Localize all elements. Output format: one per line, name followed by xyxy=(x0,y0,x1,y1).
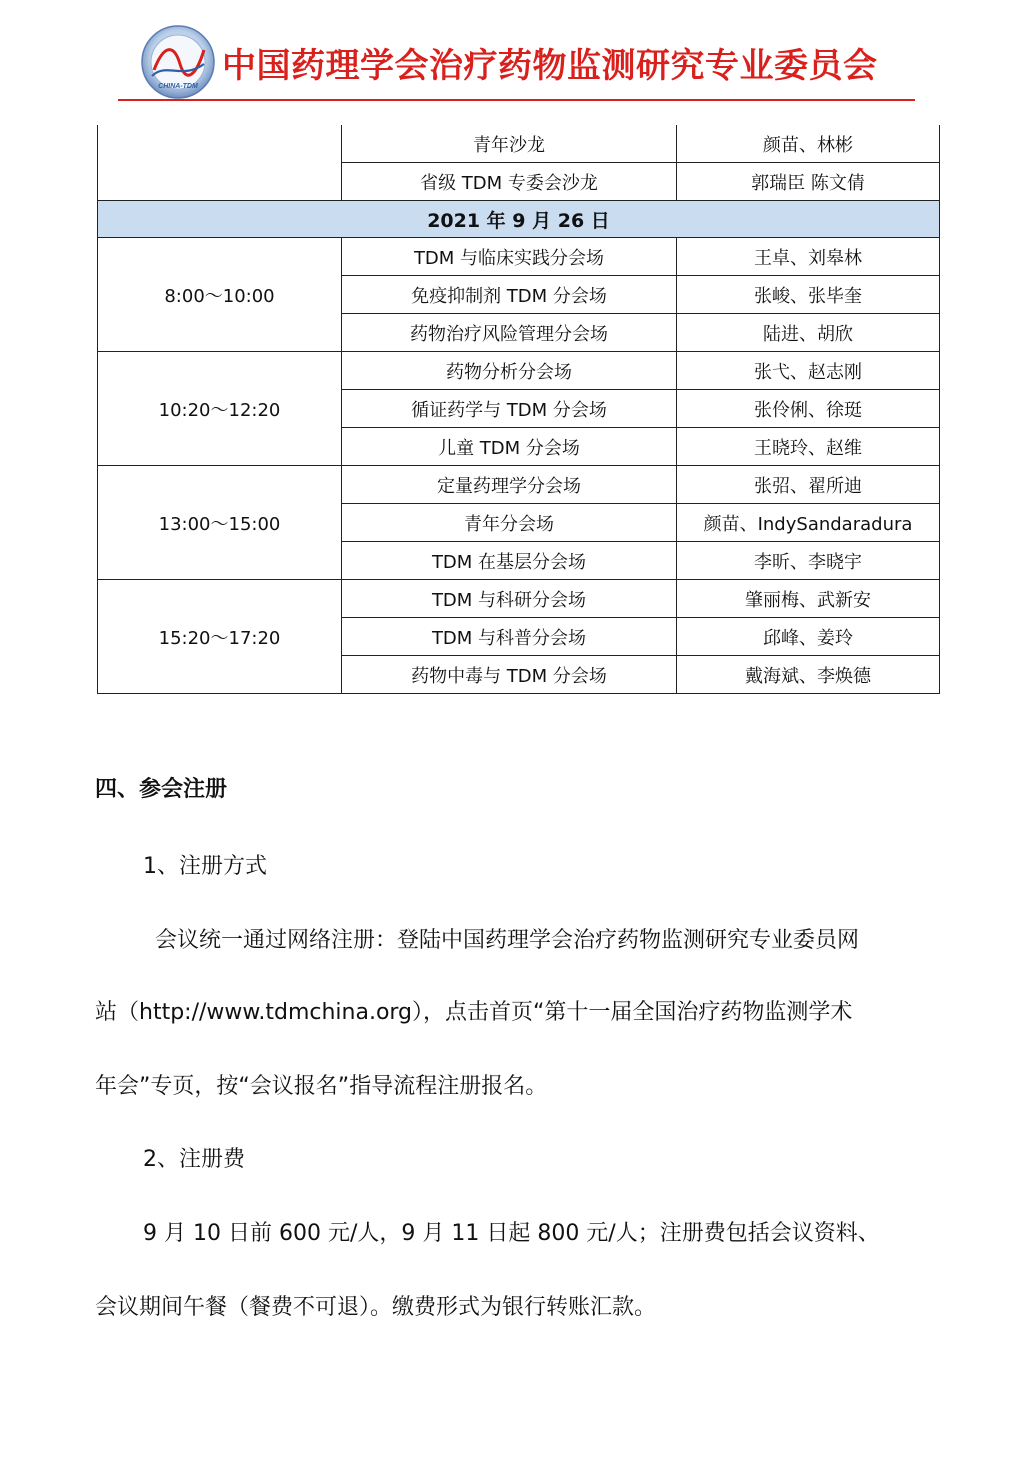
chair-cell: 张伶俐、徐珽 xyxy=(677,390,940,428)
session-cell: 定量药理学分会场 xyxy=(342,466,677,504)
chair-cell: 肇丽梅、武新安 xyxy=(677,580,940,618)
table-row xyxy=(98,238,940,276)
organization-title: 中国药理学会治疗药物监测研究专业委员会 xyxy=(222,46,878,86)
chair-cell: 陆进、胡欣 xyxy=(677,314,940,352)
chair-cell: 王晓玲、赵维 xyxy=(677,428,940,466)
table-row xyxy=(98,352,940,390)
section-title: 四、参会注册 xyxy=(95,777,228,802)
schedule-table xyxy=(97,125,940,694)
chair-cell: 张峻、张毕奎 xyxy=(677,276,940,314)
chair-cell: 郭瑞臣 陈文倩 xyxy=(677,163,940,201)
method-text-line: 站（http://www.tdmchina.org），点击首页“第十一届全国治疗药物监测学术 xyxy=(95,1000,853,1025)
method-text-line: 年会”专页，按“会议报名”指导流程注册报名。 xyxy=(95,1074,548,1099)
session-cell: 药物中毒与 TDM 分会场 xyxy=(342,656,677,694)
time-slot-cell: 10:20～12:20 xyxy=(98,352,342,466)
session-cell: TDM 与科研分会场 xyxy=(342,580,677,618)
china-tdm-logo xyxy=(140,24,216,100)
session-cell: 循证药学与 TDM 分会场 xyxy=(342,390,677,428)
chair-cell: 张弋、赵志刚 xyxy=(677,352,940,390)
table-row xyxy=(98,125,940,163)
logo-text: CHINA-TDM xyxy=(158,83,198,90)
time-cell xyxy=(98,125,342,201)
header-divider xyxy=(118,99,915,101)
chair-cell: 戴海斌、李焕德 xyxy=(677,656,940,694)
session-cell: 青年沙龙 xyxy=(342,125,677,163)
session-cell: 免疫抑制剂 TDM 分会场 xyxy=(342,276,677,314)
method-heading: 1、注册方式 xyxy=(143,854,267,879)
chair-cell: 颜苗、IndySandaradura xyxy=(677,504,940,542)
session-cell: TDM 与临床实践分会场 xyxy=(342,238,677,276)
chair-cell: 张弨、翟所迪 xyxy=(677,466,940,504)
chair-cell: 李昕、李晓宇 xyxy=(677,542,940,580)
session-cell: 药物分析分会场 xyxy=(342,352,677,390)
session-cell: TDM 在基层分会场 xyxy=(342,542,677,580)
chair-cell: 邱峰、姜玲 xyxy=(677,618,940,656)
session-cell: TDM 与科普分会场 xyxy=(342,618,677,656)
fee-text-line: 会议期间午餐（餐费不可退）。缴费形式为银行转账汇款。 xyxy=(95,1295,657,1320)
session-cell: 省级 TDM 专委会沙龙 xyxy=(342,163,677,201)
time-slot-cell: 13:00～15:00 xyxy=(98,466,342,580)
chair-cell: 颜苗、林彬 xyxy=(677,125,940,163)
time-slot-cell: 15:20～17:20 xyxy=(98,580,342,694)
date-label: 2021 年 9 月 26 日 xyxy=(98,201,940,238)
date-row xyxy=(98,201,940,238)
table-row xyxy=(98,580,940,618)
fee-heading: 2、注册费 xyxy=(143,1147,245,1172)
schedule-body xyxy=(98,125,940,694)
chair-cell: 王卓、刘皋林 xyxy=(677,238,940,276)
session-cell: 儿童 TDM 分会场 xyxy=(342,428,677,466)
session-cell: 青年分会场 xyxy=(342,504,677,542)
document-header xyxy=(0,0,1035,110)
fee-text-line: 9 月 10 日前 600 元/人，9 月 11 日起 800 元/人；注册费包括会议资料、 xyxy=(143,1221,880,1246)
method-text-line: 会议统一通过网络注册：登陆中国药理学会治疗药物监测研究专业委员网 xyxy=(155,928,860,953)
time-slot-cell: 8:00～10:00 xyxy=(98,238,342,352)
table-row xyxy=(98,466,940,504)
session-cell: 药物治疗风险管理分会场 xyxy=(342,314,677,352)
